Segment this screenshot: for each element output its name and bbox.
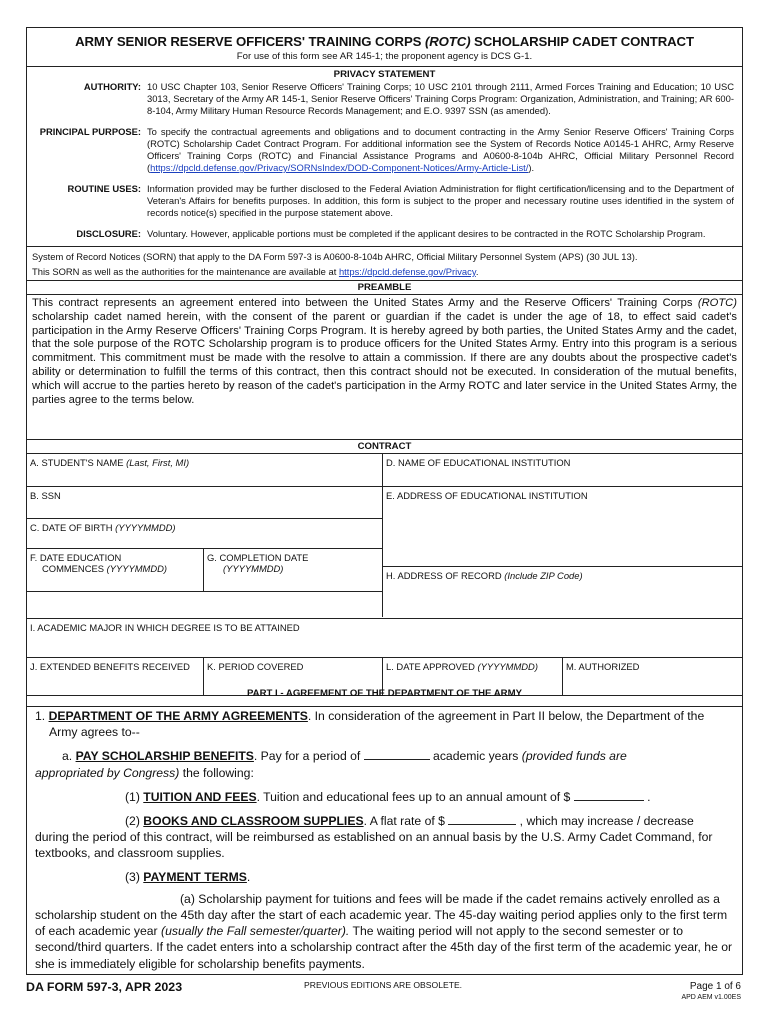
- privacy-heading: PRIVACY STATEMENT: [333, 69, 436, 80]
- contract-form: [26, 27, 743, 975]
- sorn-article-link[interactable]: https://dpcld.defense.gov/Privacy/SORNsIndex/DOD-Component-Notices/Army-Article-List/: [150, 162, 529, 173]
- field-educational-institution[interactable]: D. NAME OF EDUCATIONAL INSTITUTION: [383, 454, 742, 487]
- field-date-of-birth[interactable]: C. DATE OF BIRTH (YYYYMMDD): [27, 519, 383, 549]
- privacy-link[interactable]: https://dpcld.defense.gov/Privacy: [338, 266, 476, 277]
- form-footer: [26, 980, 743, 1020]
- field-institution-address[interactable]: E. ADDRESS OF EDUCATIONAL INSTITUTION: [383, 487, 742, 567]
- field-ssn[interactable]: B. SSN: [27, 487, 383, 519]
- privacy-disclosure: DISCLOSURE: Voluntary. However, applicable portions must be completed if the applicant desires to be contracted in the ROTC Scholarship Program.: [76, 228, 706, 239]
- tuition-amount-blank[interactable]: [574, 789, 644, 801]
- para-1: 1. DEPARTMENT OF THE ARMY AGREEMENTS. In consideration of the agreement in Part II below, the Department of the: [35, 709, 705, 723]
- field-completion-date[interactable]: G. COMPLETION DATE (YYYYMMDD): [204, 549, 383, 592]
- form-id: DA FORM 597-3, APR 2023: [26, 980, 183, 994]
- part1-heading: PART I - AGREEMENT OF THE DEPARTMENT OF THE ARMY: [246, 688, 522, 699]
- para-1a1: (1) TUITION AND FEES. Tuition and educational fees up to an annual amount of $ .: [125, 789, 651, 804]
- field-period-covered[interactable]: K. PERIOD COVERED: [204, 658, 383, 696]
- version-tag: APD AEM v1.00ES: [681, 994, 741, 1001]
- field-student-name[interactable]: A. STUDENT'S NAME (Last, First, MI): [27, 454, 383, 487]
- privacy-authority: AUTHORITY: 10 USC Chapter 103, Senior Reserve Officers' Training Corps; 10 USC 2101 through 2111, Armed Forces Training and Education; 10 USC 3013, Secretary of the Army AR 145-1, Senior Reserve Officers' Training Corps Program: Organization, Administration, and Training; AR 600-8-104, Army Military Human Resource Records Management; and E.O. 9397 SSN (as amended).: [83, 81, 734, 116]
- form-subtitle: For use of this form see AR 145-1; the proponent agency is DCS G-1.: [236, 51, 533, 62]
- field-authorized[interactable]: M. AUTHORIZED: [563, 658, 742, 696]
- field-date-approved[interactable]: L. DATE APPROVED (YYYYMMDD): [383, 658, 563, 696]
- books-rate-blank[interactable]: [448, 813, 516, 825]
- editions-notice: PREVIOUS EDITIONS ARE OBSOLETE.: [304, 980, 463, 990]
- para-1a3: (3) PAYMENT TERMS.: [125, 869, 251, 884]
- page-number: Page 1 of 6: [689, 981, 741, 992]
- academic-years-blank[interactable]: [364, 748, 430, 760]
- preamble-text: This contract represents an agreement entered into between the United States Army and the Reserve Officers' Training Corps (ROTC) scholarship cadet named herein, with the consent of the parent or guardian if the cadet is under the age of 18, to effect said cadet's participation in the Army Reserve Officers' Training Corps Program. It is hereby agreed by both parties, the United States Army and the cadet, that the sole purpose of the ROTC Scholarship program is to produce officers for the United States Army. Entry into this program is a serious commitment. This commitment must be made with the resolve to attain a commission. If there are any doubts about the prospective cadet's ability or determination to fulfill the terms of this contract, then this contract should not be executed. In consideration of the mutual benefits, which will accrue to the parties hereto by reason of the cadet's participation in the Army ROTC and later service in the United States Army, the parties agree to the terms below.: [32, 297, 737, 406]
- para-1a2: (2) BOOKS AND CLASSROOM SUPPLIES. A flat rate of $ , which may increase / decrease: [125, 814, 694, 829]
- field-extended-benefits[interactable]: J. EXTENDED BENEFITS RECEIVED: [27, 658, 204, 696]
- preamble-heading: PREAMBLE: [357, 282, 412, 293]
- field-address-of-record[interactable]: H. ADDRESS OF RECORD (Include ZIP Code): [386, 570, 583, 581]
- field-date-education-commences[interactable]: F. DATE EDUCATION COMMENCES (YYYYMMDD): [27, 549, 204, 592]
- para-1a3a: (a) Scholarship payment for tuitions and fees will be made if the cadet remains actively enrolled as a scholarship student on the 45th day after the start of each academic year. The 45-day waiting period applies only to the first term of each academic year (usually the Fall semester/quarter). The waiting period will not apply to the second semester or to second/third quarters. If the cadet enters into a scholarship contract after the 45th day of the first term of the academic year, he or she is immediately eligible for scholarship benefits payments.: [35, 891, 733, 971]
- form-title: ARMY SENIOR RESERVE OFFICERS' TRAINING CORPS (ROTC) SCHOLARSHIP CADET CONTRACT: [75, 34, 694, 49]
- privacy-routine: ROUTINE USES: Information provided may be further disclosed to the Federal Aviation Administration for flight certification/licensing and to the Department of Veteran's Affairs for benefits purposes. In addition, this form is subject to the proper and necessary routine uses identified in the system of records notice(s) specified in the purpose statement above.: [67, 183, 734, 218]
- privacy-purpose: PRINCIPAL PURPOSE: To specify the contractual agreements and obligations and to document contracting in the Army Senior Reserve Officers' Training Corps (ROTC) Scholarship Cadet Contract Program. For additional information see the System of Records Notice A0145-1 AHRC, Army Reserve Officers' Training Corps (ROTC) and Financial Assistance Programs and A0600-8-104b AHRC, Official Military Personnel Record (https://dpcld.defense.gov/Privacy/SORNsIndex/DOD-Component-Notices/Army-Article-List/).: [39, 126, 734, 173]
- part1-body: 1. DEPARTMENT OF THE ARMY AGREEMENTS. In consideration of the agreement in Part II below, the Department of the Army agrees to-- a. PAY SCHOLARSHIP BENEFITS. Pay for a period of academic years (provided funds are appropriated by Congress) the following: (1) TUITION AND FEES. Tuition and educational fees up to an annual amount of $ . (2) BOOKS AND CLASSROOM SUPPLIES. A flat rate of $ , which may increase / decrease during the period of this contract, will be reimbursed as established on an annual basis by the U.S. Army Cadet Command, for textbooks, and classroom supplies. (3) PAYMENT TERMS. (a) Scholarship payment for tuitions and fees will be made if the cadet remains actively enrolled as a scholarship student on the 45th day after the start of each academic year. The 45-day waiting period applies only to the first term of each academic year (usually the Fall semester/quarter). The waiting period will not apply to the second semester or to second/third quarters. If the cadet enters into a scholarship contract after the 45th day of the first term of the academic year, he or she is immediately eligible for scholarship benefits payments.: [35, 709, 733, 971]
- contract-heading: CONTRACT: [357, 441, 412, 452]
- para-1a: a. PAY SCHOLARSHIP BENEFITS. Pay for a period of academic years (provided funds are: [62, 749, 627, 764]
- sorn-notice: System of Record Notices (SORN) that apply to the DA Form 597-3 is A0600-8-104b AHRC, Official Military Personnel System (APS) (30 JUL 13). This SORN as well as the authorities for the maintenance are available at https://dpcld.defense.gov/Privacy.: [32, 251, 638, 277]
- contract-fields-grid: [27, 453, 742, 696]
- field-academic-major[interactable]: I. ACADEMIC MAJOR IN WHICH DEGREE IS TO BE ATTAINED: [27, 618, 742, 658]
